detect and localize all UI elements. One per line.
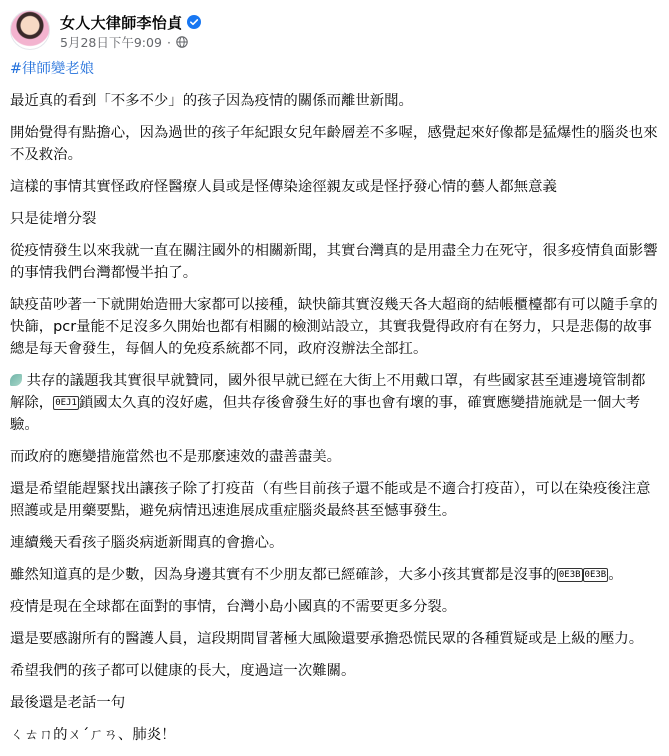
paragraph: ㄑㄊㄇ的ㄨˊㄏㄢ、肺炎！	[10, 727, 176, 743]
post-header	[10, 10, 650, 54]
post-timestamp[interactable]: 5月28日下午9:09	[60, 35, 162, 50]
post-meta	[60, 34, 188, 50]
paragraph-text: 。	[608, 567, 623, 583]
paragraph: 開始覺得有點擔心，因為過世的孩子年紀跟女兒年齡層差不多喔，感覺起來好像都是猛爆性的腦炎也來不及救治。	[10, 125, 658, 163]
paragraph	[10, 564, 658, 586]
paragraph: 而政府的應變措施當然也不是那麼速效的盡善盡美。	[10, 449, 341, 465]
globe-icon	[176, 36, 188, 48]
hashtag-link[interactable]: #律師變老娘	[10, 61, 95, 77]
paragraph: 缺疫苗吵著一下就開始造冊大家都可以接種，缺快篩其實沒幾天各大超商的結帳櫃檯都有可以隨手拿的快篩，pcr量能不足沒多久開始也都有相關的檢測站設立，其實我覺得政府有在努力，只是悲傷的故事總是每天會發生，每個人的免疫系統都不同，政府沒辦法全部扛。	[10, 297, 658, 357]
paragraph: 還是要感謝所有的醫護人員，這段期間冒著極大風險還要承擔恐慌民眾的各種質疑或是上級的壓力。	[10, 631, 644, 647]
missing-glyph-icon: 0E3B	[584, 570, 607, 580]
leaf-emoji-icon	[10, 374, 22, 386]
paragraph: 疫情是現在全球都在面對的事情，台灣小島小國真的不需要更多分裂。	[10, 599, 457, 615]
paragraph-text: 雖然知道真的是少數，因為身邊其實有不少朋友都已經確診，大多小孩其實都是沒事的	[10, 567, 557, 583]
author-name[interactable]: 女人大律師李怡貞	[60, 13, 183, 32]
author-row	[60, 12, 201, 32]
paragraph: 還是希望能趕緊找出讓孩子除了打疫苗（有些目前孩子還不能或是不適合打疫苗），可以在染疫後注意照護或是用藥要點，避免病情迅速進展成重症腦炎最終甚至憾事發生。	[10, 481, 651, 519]
paragraph: 最近真的看到「不多不少」的孩子因為疫情的關係而離世新聞。	[10, 93, 413, 109]
missing-glyph-icon: 0EJ1	[55, 398, 77, 408]
paragraph: 最後還是老話一句	[10, 695, 126, 711]
paragraph: 這樣的事情其實怪政府怪醫療人員或是怪傳染途徑親友或是怪抒發心情的藝人都無意義	[10, 179, 557, 195]
paragraph-text: 共存的議題我其實很早就贊同，國外很早就已經在大街上不用戴口罩，有些國家甚至連邊境管制都解除，	[10, 373, 646, 411]
verified-badge-icon	[187, 15, 201, 29]
paragraph-text: 鎖國太久真的沒好處，但共存後會發生好的事也會有壞的事，確實應變措施就是一個大考驗。	[10, 395, 641, 433]
paragraph: 連續幾天看孩子腦炎病逝新聞真的會擔心。	[10, 535, 284, 551]
paragraph: 從疫情發生以來我就一直在關注國外的相關新聞，其實台灣真的是用盡全力在死守，很多疫情負面影響的事情我們台灣都慢半拍了。	[10, 243, 658, 281]
paragraph: 只是徒增分裂	[10, 211, 97, 227]
paragraph: 希望我們的孩子都可以健康的長大，度過這一次難關。	[10, 663, 356, 679]
post-body	[10, 58, 658, 756]
author-avatar[interactable]	[10, 10, 50, 50]
paragraph	[10, 370, 658, 436]
missing-glyph-icon: 0E3B	[558, 570, 581, 580]
meta-separator: ·	[166, 34, 171, 50]
